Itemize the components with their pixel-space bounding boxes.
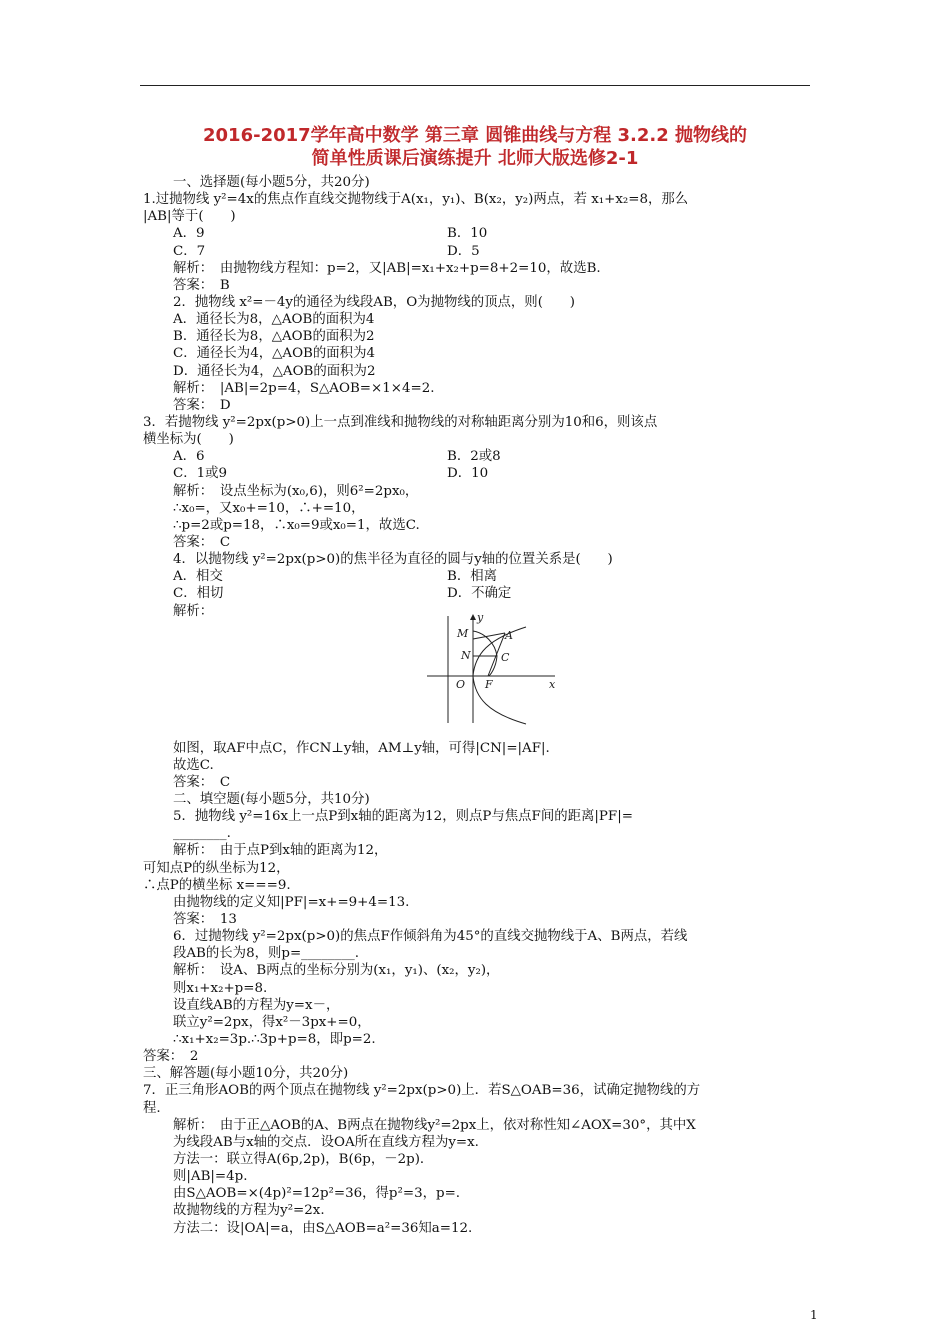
option-row [143, 585, 815, 602]
text-line: 由抛物线的定义知|PF|=x+=9+4=13. [173, 894, 410, 910]
text-line: 由S△AOB=×(4p)²=12p²=36，得p²=3，p=. [173, 1186, 461, 1202]
option-item: B．2或8 [447, 449, 501, 465]
text-line: 答案： C [173, 774, 231, 790]
text-line: 方法二：设|OA|=a，由S△AOB=a²=36知a=12. [173, 1220, 473, 1236]
label-A: A [505, 629, 513, 642]
text-line: 6．过抛物线 y²=2px(p>0)的焦点F作倾斜角为45°的直线交抛物线于A、B两点，若线 [173, 929, 688, 945]
text-line: 答案： B [173, 277, 230, 293]
text-line: 7．正三角形AOB的两个顶点在抛物线 y²=2px(p>0)上．若S△OAB=36，试确定抛物线的方 [143, 1083, 701, 1099]
label-M: M [457, 627, 469, 640]
text-line: C．通径长为4，△AOB的面积为4 [173, 346, 375, 362]
text-line: 三、解答题(每小题10分，共20分) [143, 1066, 349, 1082]
text-line: |AB|等于( ) [143, 209, 236, 225]
option-item: C．1或9 [173, 466, 228, 482]
text-line: 1.过抛物线 y²=4x的焦点作直线交抛物线于A(x₁，y₁)、B(x₂，y₂)两点，若 x₁+x₂=8，那么 [143, 192, 689, 208]
option-item: A．9 [173, 226, 205, 242]
option-item: C．相切 [173, 586, 224, 602]
focal-circle-arc [473, 631, 497, 676]
option-item: C．7 [173, 243, 206, 259]
text-line: ∴x₁+x₂=3p.∴3p+p=8，即p=2. [173, 1032, 376, 1048]
text-line: 解析： 由抛物线方程知：p=2，又|AB|=x₁+x₂+p=8+2=10，故选B. [173, 260, 601, 276]
label-F: F [485, 678, 493, 691]
label-x: x [549, 678, 556, 691]
option-row [143, 243, 815, 260]
text-line: 答案： D [173, 397, 231, 413]
text-line: 解析： 设点坐标为(x₀,6)，则6²=2px₀， [173, 483, 419, 499]
text-line: 设直线AB的方程为y=x－， [173, 997, 340, 1013]
label-N: N [461, 649, 471, 662]
parabola-lower-branch [473, 676, 526, 724]
text-line: 故选C. [173, 757, 214, 773]
text-line: 4．以抛物线 y²=2px(p>0)的焦半径为直径的圆与y轴的位置关系是( ) [173, 552, 613, 568]
option-row [143, 465, 815, 482]
text-line: 则|AB|=4p. [173, 1169, 248, 1185]
text-line: ∴x₀=，又x₀+=10，∴+=10， [173, 500, 365, 516]
text-line: 程. [143, 1100, 161, 1116]
text-line: 可知点P的纵坐标为12， [143, 860, 290, 876]
label-C: C [501, 651, 510, 664]
text-line: 3．若抛物线 y²=2px(p>0)上一点到准线和抛物线的对称轴距离分别为10和6，则该点 [143, 414, 658, 430]
option-item: B．相离 [447, 569, 498, 585]
text-line: 答案： C [173, 534, 231, 550]
text-line: 方法一：联立得A(6p,2p)，B(6p，－2p)． [173, 1152, 434, 1168]
text-line: ∴p=2或p=18，∴x₀=9或x₀=1，故选C. [173, 517, 420, 533]
page-number: 1 [810, 1308, 818, 1322]
text-line: A．通径长为8，△AOB的面积为4 [173, 312, 375, 328]
text-line: 解析： 设A、B两点的坐标分别为(x₁，y₁)、(x₂，y₂)， [173, 963, 500, 979]
y-axis-arrow [470, 614, 476, 620]
text-line: ∴点P的横坐标 x===9. [143, 877, 291, 893]
option-item: A．6 [173, 449, 205, 465]
text-line: 二、填空题(每小题5分，共10分) [173, 792, 370, 808]
text-line: 解析： 由于正△AOB的A、B两点在抛物线y²=2px上，依对称性知∠AOX=30°，其中X [173, 1117, 696, 1133]
option-item: A．相交 [173, 569, 223, 585]
figure-spacer [143, 723, 815, 740]
text-line: B．通径长为8，△AOB的面积为2 [173, 329, 375, 345]
parabola-figure [425, 611, 561, 725]
document-title-line-1: 2016-2017学年高中数学 第三章 圆锥曲线与方程 3.2.2 抛物线的 [203, 125, 747, 146]
text-line: 答案： 13 [173, 912, 237, 928]
text-line: 5．抛物线 y²=16x上一点P到x轴的距离为12，则点P与焦点F间的距离|PF|= [173, 809, 633, 825]
text-line: 则x₁+x₂+p=8. [173, 980, 268, 996]
label-y: y [477, 611, 484, 624]
text-line: 一、选择题(每小题5分，共20分) [173, 175, 370, 190]
text-line: D．通径长为4，△AOB的面积为2 [173, 363, 376, 379]
label-O: O [456, 678, 466, 691]
text-line: 为线段AB与x轴的交点．设OA所在直线方程为y=x. [173, 1134, 479, 1150]
text-line: 解析： [173, 603, 214, 619]
header-rule [140, 85, 810, 86]
option-row [143, 448, 815, 465]
text-line: 解析： 由于点P到x轴的距离为12， [173, 843, 388, 859]
text-line: 如图，取AF中点C，作CN⊥y轴，AM⊥y轴，可得|CN|=|AF|. [173, 740, 550, 756]
option-item: B．10 [447, 226, 488, 242]
option-item: D．5 [447, 243, 480, 259]
document-title-line-2: 简单性质课后演练提升 北师大版选修2-1 [311, 148, 639, 169]
text-line: 答案： 2 [143, 1049, 199, 1065]
parabola-diagram [425, 611, 561, 725]
option-item: D．10 [447, 466, 489, 482]
text-line: 段AB的长为8，则p=________. [173, 946, 359, 962]
option-row [143, 568, 815, 585]
text-line: ________. [173, 826, 231, 842]
text-line: 横坐标为( ) [143, 432, 234, 448]
text-line: 解析： |AB|=2p=4，S△AOB=×1×4=2. [173, 380, 435, 396]
option-row [143, 225, 815, 242]
text-line: 2．抛物线 x²=－4y的通径为线段AB，O为抛物线的顶点，则( ) [173, 294, 575, 310]
text-line: 故抛物线的方程为y²=2x. [173, 1203, 325, 1219]
text-line: 联立y²=2px，得x²－3px+=0， [173, 1014, 371, 1030]
option-item: D．不确定 [447, 586, 512, 602]
